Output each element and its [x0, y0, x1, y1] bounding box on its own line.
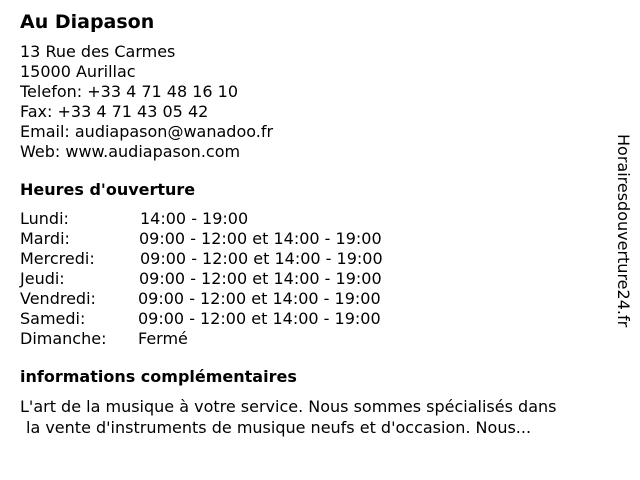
hours-row-jeudi — [20, 269, 610, 289]
hours-row-lundi — [20, 209, 610, 229]
hours-row-mardi — [20, 229, 610, 249]
hours-value: 09:00 - 12:00 et 14:00 - 19:00 — [140, 249, 383, 268]
fax-line: Fax: +33 4 71 43 05 42 — [20, 102, 209, 121]
city-line: 15000 Aurillac — [20, 62, 136, 81]
hours-value: Fermé — [138, 329, 188, 348]
hours-day: Samedi: — [20, 309, 86, 328]
business-name: Au Diapason — [20, 11, 155, 33]
hours-value: 09:00 - 12:00 et 14:00 - 19:00 — [138, 309, 381, 328]
hours-day: Mardi: — [20, 229, 70, 248]
hours-row-dimanche — [20, 329, 610, 349]
hours-day: Lundi: — [20, 209, 69, 228]
web-line: Web: www.audiapason.com — [20, 142, 241, 161]
hours-day: Vendredi: — [20, 289, 96, 308]
hours-value: 14:00 - 19:00 — [140, 209, 249, 228]
hours-value: 09:00 - 12:00 et 14:00 - 19:00 — [138, 289, 381, 308]
phone-line: Telefon: +33 4 71 48 16 10 — [20, 82, 239, 101]
site-watermark: Horairesdouverture24.fr — [614, 134, 633, 328]
hours-day: Jeudi: — [20, 269, 65, 288]
additional-info-title: informations complémentaires — [20, 367, 297, 386]
hours-row-vendredi — [20, 289, 610, 309]
hours-value: 09:00 - 12:00 et 14:00 - 19:00 — [139, 269, 382, 288]
description-line: L'art de la musique à votre service. Nous sommes spécialisés dans — [20, 397, 557, 416]
hours-day: Mercredi: — [20, 249, 95, 268]
opening-hours-title: Heures d'ouverture — [20, 180, 196, 199]
opening-hours-table — [20, 209, 610, 349]
street-address: 13 Rue des Carmes — [20, 42, 176, 61]
description-line: la vente d'instruments de musique neufs et d'occasion. Nous... — [26, 418, 532, 437]
business-description — [20, 396, 610, 438]
business-card — [20, 10, 610, 438]
hours-value: 09:00 - 12:00 et 14:00 - 19:00 — [139, 229, 382, 248]
email-line: Email: audiapason@wanadoo.fr — [20, 122, 274, 141]
hours-row-mercredi — [20, 249, 610, 269]
hours-day: Dimanche: — [20, 329, 107, 348]
hours-row-samedi — [20, 309, 610, 329]
